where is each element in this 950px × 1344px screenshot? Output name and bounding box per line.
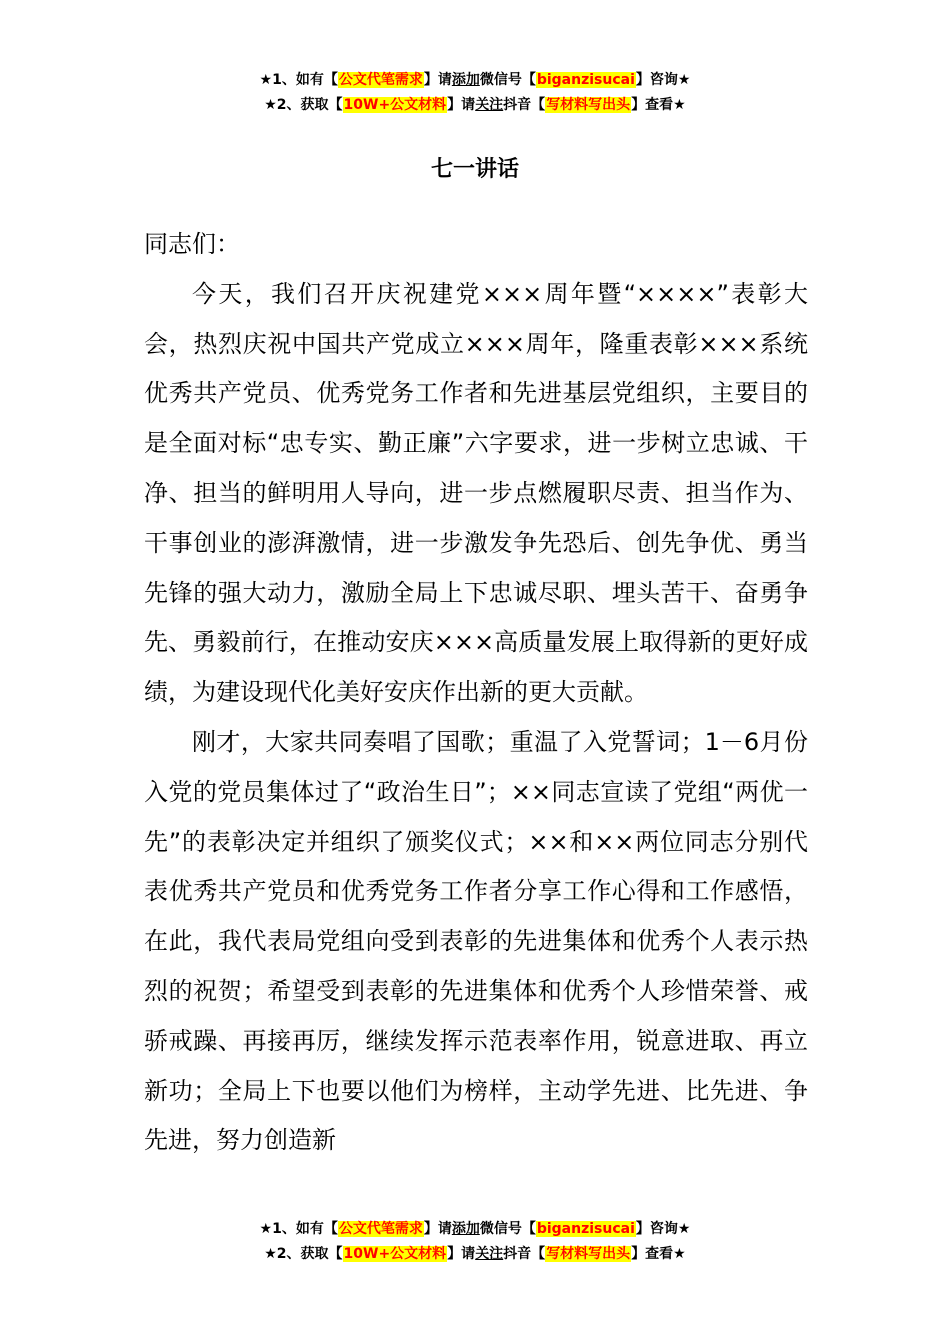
banner-line-2	[0, 1242, 950, 1267]
banner-text: ★1、如有【	[259, 72, 338, 88]
banner-emphasis: 添加	[451, 72, 480, 88]
banner-text: ★2、获取【	[264, 97, 343, 113]
banner-text: 】咨询★	[635, 72, 691, 88]
banner-text: 】查看★	[631, 1246, 686, 1262]
banner-highlight: 写材料写出头	[546, 97, 631, 113]
paragraph: 今天，我们召开庆祝建党×××周年暨“××××”表彰大会，热烈庆祝中国共产党成立×××周年，隆重表彰×××系统优秀共产党员、优秀党务工作者和先进基层党组织，主要目的是全面对标“忠专实、勤正廉”六字要求，进一步树立忠诚、干净、担当的鲜明用人导向，进一步点燃履职尽责、担当作为、干事创业的澎湃激情，进一步激发争先恐后、创先争优、勇当先锋的强大动力，激励全局上下忠诚尽职、埋头苦干、奋勇争先、勇毅前行，在推动安庆×××高质量发展上取得新的更好成绩，为建设现代化美好安庆作出新的更大贡献。	[144, 279, 808, 707]
banner-text: ★2、获取【	[264, 1246, 343, 1262]
banner-emphasis: 关注	[475, 97, 504, 113]
banner-emphasis: 关注	[475, 1246, 504, 1262]
banner-text: 】查看★	[631, 97, 686, 113]
banner-text: 微信号【	[479, 72, 536, 88]
banner-text: ★1、如有【	[259, 1221, 338, 1237]
banner-line-2	[0, 93, 950, 118]
paragraph: 刚才，大家共同奏唱了国歌；重温了入党誓词；1－6月份入党的党员集体过了“政治生日”；××同志宣读了党组“两优一先”的表彰决定并组织了颁奖仪式；××和××两位同志分别代表优秀共产党员和优秀党务工作者分享工作心得和工作感悟，在此，我代表局党组向受到表彰的先进集体和优秀个人表示热烈的祝贺；希望受到表彰的先进集体和优秀个人珍惜荣誉、戒骄戒躁、再接再厉，继续发挥示范表率作用，锐意进取、再立新功；全局上下也要以他们为榜样，主动学先进、比先进、争先进，努力创造新	[144, 727, 808, 1155]
banner-highlight: 写材料写出头	[546, 1246, 631, 1262]
banner-text: 微信号【	[479, 1221, 536, 1237]
banner-text: 抖音【	[503, 97, 546, 113]
banner-text: 抖音【	[503, 1246, 546, 1262]
banner-text: 】请	[423, 1221, 452, 1237]
banner-emphasis: 添加	[451, 1221, 480, 1237]
banner-highlight: 公文代笔需求	[338, 1221, 423, 1237]
banner-highlight: 公文代笔需求	[338, 72, 423, 88]
footer-banner	[0, 1217, 950, 1267]
banner-text: 】咨询★	[635, 1221, 691, 1237]
banner-highlight: 10W+公文材料	[343, 1246, 447, 1262]
header-banner	[0, 68, 950, 118]
salutation: 同志们：	[144, 230, 240, 258]
banner-highlight: 10W+公文材料	[343, 97, 447, 113]
banner-highlight: biganzisucai	[536, 72, 635, 88]
banner-text: 】请	[423, 72, 452, 88]
document-title: 七一讲话	[430, 157, 519, 182]
banner-line-1	[0, 1217, 950, 1242]
banner-line-1	[0, 68, 950, 93]
banner-text: 】请	[447, 1246, 476, 1262]
banner-text: 】请	[447, 97, 476, 113]
banner-highlight: biganzisucai	[536, 1221, 635, 1237]
document-body	[144, 220, 808, 1166]
